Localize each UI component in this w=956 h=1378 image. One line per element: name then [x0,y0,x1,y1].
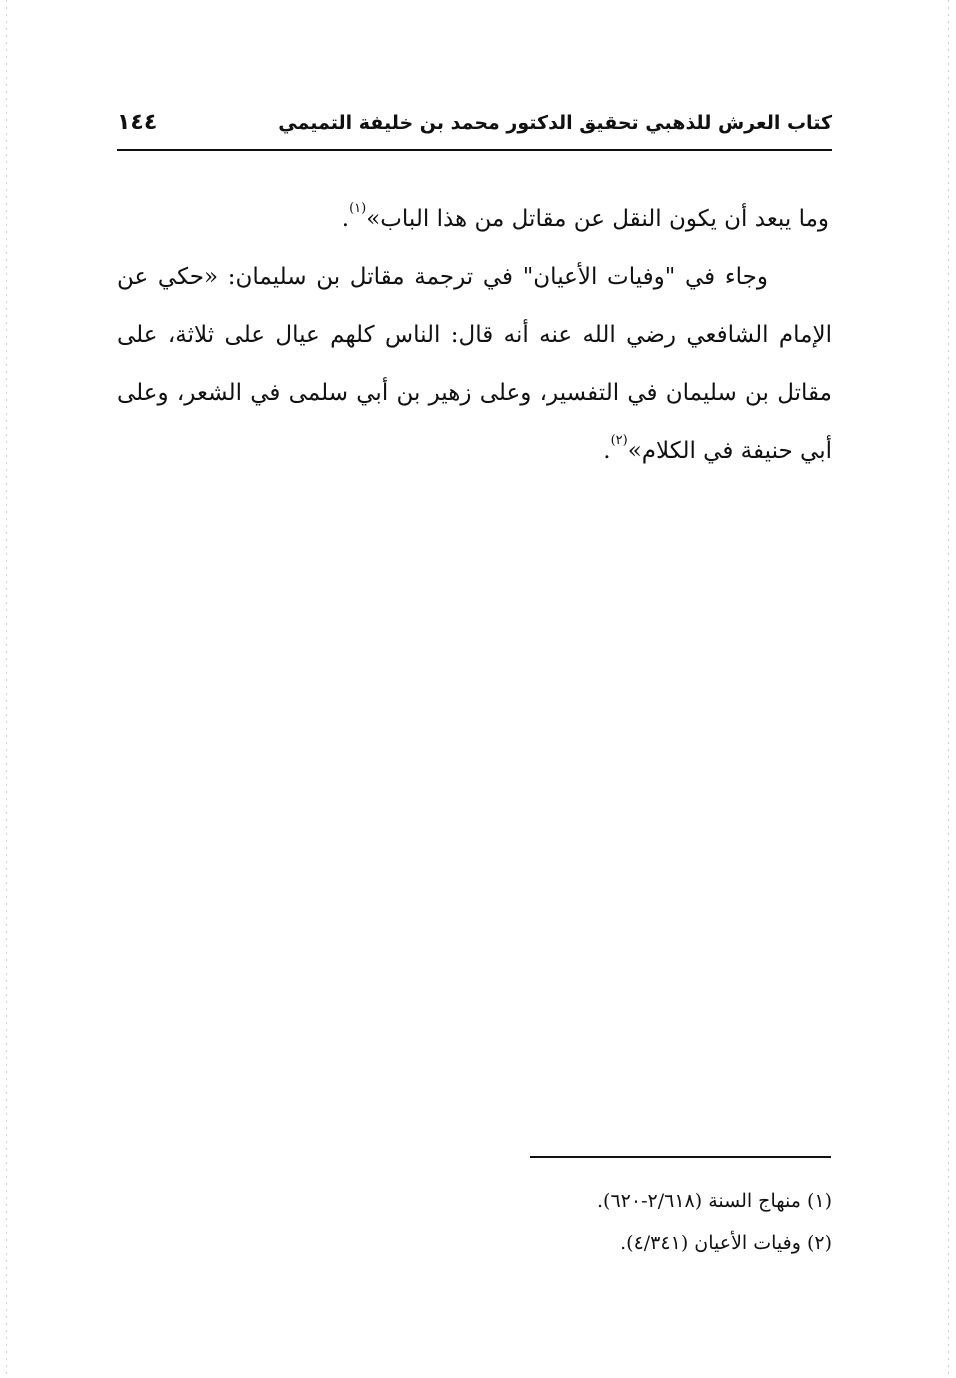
header-title: كتاب العرش للذهبي تحقيق الدكتور محمد بن خليفة التميمي [278,112,832,134]
body-line-3 [117,306,832,364]
footnote-1: (١) منهاج السنة (٢/٦١٨-٦٢٠). [597,1190,832,1212]
scan-edge-right [948,0,949,1378]
footnote-rule [530,1156,831,1158]
running-header [117,108,832,144]
body-line-3-text: الإمام الشافعي رضي الله عنه أنه قال: الناس كلهم عيال على ثلاثة، على [117,322,832,348]
body-line-2-text: وجاء في "وفيات الأعيان" في ترجمة مقاتل بن سليمان: «حكي عن [117,264,768,290]
footnotes [117,1180,832,1264]
body-line-2 [117,248,832,306]
body-line-4 [117,364,832,422]
body-line-1-period: . [341,206,350,232]
body-text [117,190,832,480]
footnote-ref-2: (٢) [610,433,628,448]
footnote-ref-1: (١) [349,201,367,216]
body-line-5 [117,422,832,480]
footnote-2: (٢) وفيات الأعيان (٤/٣٤١). [620,1232,832,1254]
body-line-1 [117,190,832,248]
scan-edge-left [6,0,7,1378]
body-line-5-text: أبي حنيفة في الكلام» [627,438,832,464]
body-line-5-period: . [603,438,611,464]
header-rule [117,149,832,151]
page-number: ١٤٤ [117,110,158,135]
body-line-1-text: وما يبعد أن يكون النقل عن مقاتل من هذا الباب» [366,206,829,232]
body-line-4-text: مقاتل بن سليمان في التفسير، وعلى زهير بن أبي سلمى في الشعر، وعلى [117,380,832,406]
